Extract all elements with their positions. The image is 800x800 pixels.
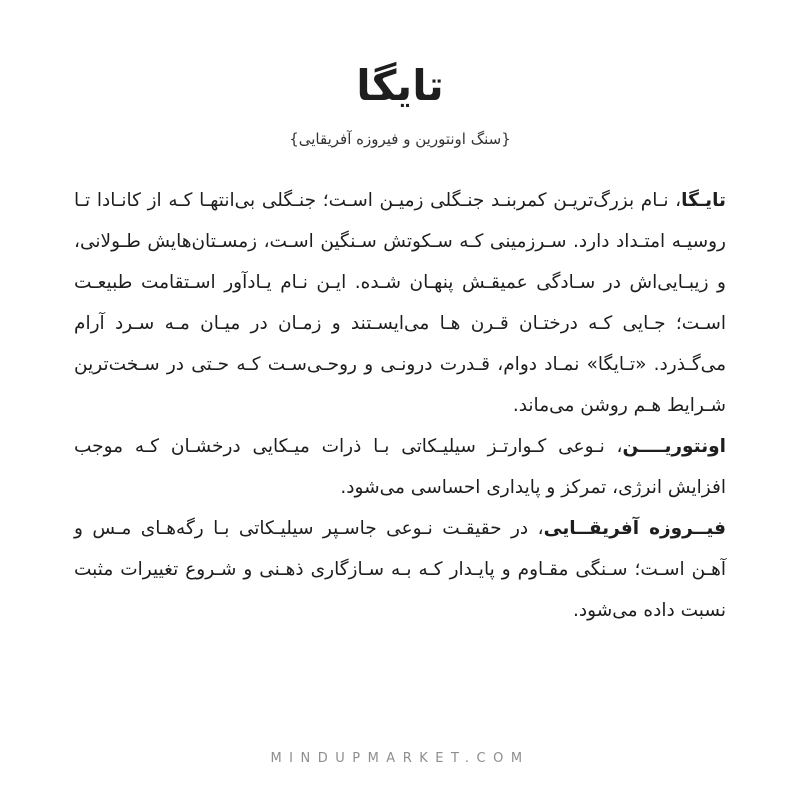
term-taiga: تایـگا [681,190,726,211]
page-subtitle: {سنگ اونتورین و فیروزه آفریقایی} [289,130,511,148]
paragraph-taiga [74,180,726,426]
paragraph-taiga-text: ، نـام بزرگ‌تریـن کمربنـد جنـگلی زمیـن اسـت؛ جنـگلی بی‌انتهـا کـه از کانـادا تـا روسیـه امتـداد دارد. سـرزمینی کـه سـکوتش سـنگین اسـت، زمسـتان‌هایش طـولانی، و زیبـایی‌اش در سـادگی عمیقـش پنهـان شـده. ایـن نـام یـادآور اسـتقامت طبیعـت اسـت؛ جـایی کـه درختـان قـرن هـا می‌ایسـتند و زمـان در میـان مـه سـرد آرام می‌گـذرد. «تـایگا» نمـاد دوام، قـدرت درونـی و روحـی‌سـت کـه حـتی در سـخت‌ترین شـرایط هـم روشن می‌ماند. [74,190,726,416]
paragraph-aventurine [74,426,726,508]
term-aventurine: اونتوریــــن [622,436,726,457]
paragraph-aventurine-text: ، نـوعی کـوارتـز سیلیـکاتی بـا ذرات میـکایی درخشـان کـه موجب افزایش انرژی، تمرکز و پایداری احساسی می‌شود. [74,436,726,498]
footer-website: MINDUPMARKET.COM [270,751,530,766]
term-african-turquoise: فیــروزه آفریقــایی [543,518,726,539]
paragraph-african-turquoise-text: ، در حقیقـت نـوعی جاسـپر سیلیـکاتی بـا رگه‌هـای مـس و آهـن اسـت؛ سـنگی مقـاوم و پایـدار کـه بـه سـازگاری ذهـنی و شـروع تغییرات مثبت نسبت داده می‌شود. [74,518,726,621]
article-body [74,180,726,631]
page-title: تایگا [356,61,444,110]
paragraph-african-turquoise [74,508,726,631]
